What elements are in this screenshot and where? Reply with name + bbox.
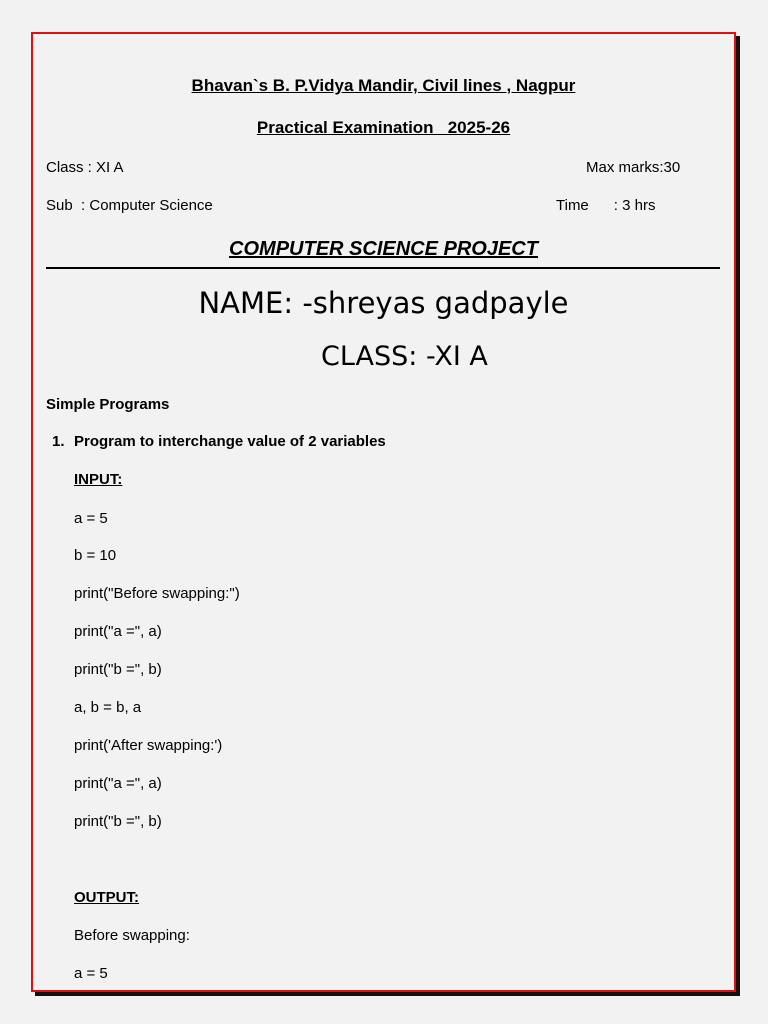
input-heading: INPUT: [74, 471, 123, 488]
code-line: print('After swapping:') [74, 737, 223, 754]
code-line: print("Before swapping:") [74, 585, 240, 602]
code-line: a = 5 [74, 510, 108, 527]
title-divider [46, 267, 720, 269]
subject-info: Sub : Computer Science [46, 197, 213, 214]
code-line: a, b = b, a [74, 699, 142, 716]
student-class: CLASS: -XI A [321, 341, 488, 372]
time-info: Time : 3 hrs [556, 197, 656, 214]
student-name: NAME: -shreyas gadpayle [198, 286, 569, 320]
program-title: Program to interchange value of 2 variables [74, 433, 386, 450]
document-page [31, 32, 736, 992]
exam-title: Practical Examination 2025-26 [256, 118, 511, 137]
section-title: Simple Programs [46, 396, 170, 413]
school-name: Bhavan`s B. P.Vidya Mandir, Civil lines , Nagpur [191, 76, 576, 95]
project-title: COMPUTER SCIENCE PROJECT [229, 238, 538, 260]
output-line: a = 5 [74, 965, 108, 982]
code-line: b = 10 [74, 547, 117, 564]
code-line: print("b =", b) [74, 661, 162, 678]
program-number: 1. [52, 433, 65, 450]
output-line: Before swapping: [74, 927, 190, 944]
code-line: print("a =", a) [74, 623, 162, 640]
class-info: Class : XI A [46, 159, 124, 176]
output-heading: OUTPUT: [74, 889, 139, 906]
max-marks: Max marks:30 [586, 159, 681, 176]
code-line: print("b =", b) [74, 813, 162, 830]
code-line: print("a =", a) [74, 775, 162, 792]
